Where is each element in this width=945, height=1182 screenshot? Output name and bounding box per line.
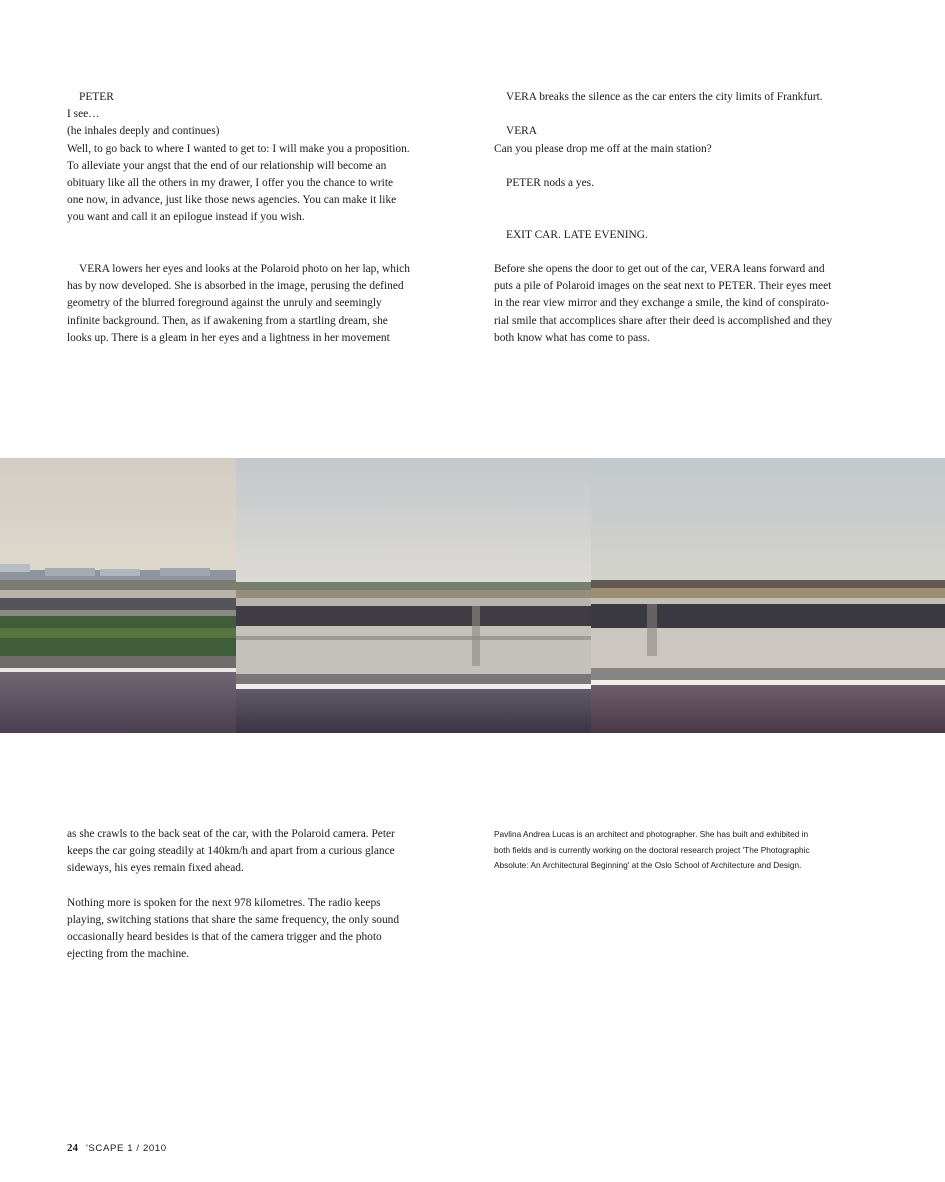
- action-line: infinite background. Then, as if awakening from a startling dream, she: [67, 314, 388, 327]
- highway-photo-2: [236, 458, 591, 733]
- action-line: Before she opens the door to get out of the car, VERA leans forward and: [494, 262, 825, 275]
- action-line: geometry of the blurred foreground against the unruly and seemingly: [67, 297, 382, 310]
- highway-photo-1: [0, 458, 236, 733]
- left-column-bottom: [67, 826, 439, 964]
- parenthetical: (he inhales deeply and continues): [67, 125, 220, 138]
- action-line: both know what has come to pass.: [494, 331, 650, 344]
- dialogue-line: one now, in advance, just like those news agencies. You can make it like: [67, 194, 397, 207]
- dialogue-line: I see…: [67, 108, 100, 121]
- action-line: as she crawls to the back seat of the car, with the Polaroid camera. Peter: [67, 828, 395, 840]
- dialogue-line: Well, to go back to where I wanted to get to: I will make you a proposition.: [67, 142, 410, 155]
- polaroid-photo-strip: [0, 458, 945, 733]
- dialogue-line: Can you please drop me off at the main station?: [494, 142, 712, 155]
- author-bio: [494, 827, 864, 874]
- action-line: keeps the car going steadily at 140km/h and apart from a curious glance: [67, 845, 395, 858]
- action-line: VERA breaks the silence as the car enters the city limits of Frankfurt.: [506, 91, 823, 103]
- page-number: 24: [67, 1142, 78, 1154]
- scene-heading: EXIT CAR. LATE EVENING.: [506, 228, 648, 241]
- dialogue-line: obituary like all the others in my drawer, I offer you the chance to write: [67, 177, 394, 190]
- action-line: looks up. There is a gleam in her eyes and a lightness in her movement: [67, 331, 390, 344]
- dialogue-line: To alleviate your angst that the end of our relationship will become an: [67, 159, 387, 172]
- action-line: VERA lowers her eyes and looks at the Polaroid photo on her lap, which: [79, 263, 410, 276]
- action-line: has by now developed. She is absorbed in the image, perusing the defined: [67, 280, 404, 293]
- page-footer: [67, 1142, 167, 1154]
- action-line: rial smile that accomplices share after their deed is accomplished and they: [494, 314, 833, 327]
- highway-photo-3: [591, 458, 945, 733]
- bio-line: Pavlina Andrea Lucas is an architect and photographer. She has built and exhibited in: [494, 829, 809, 839]
- action-line: puts a pile of Polaroid images on the seat next to PETER. Their eyes meet: [494, 280, 832, 293]
- action-line: PETER nods a yes.: [506, 176, 594, 189]
- right-column-top: [494, 89, 879, 347]
- action-line: Nothing more is spoken for the next 978 kilometres. The radio keeps: [67, 896, 381, 909]
- character-name-peter: PETER: [79, 91, 114, 103]
- left-column-top: [67, 89, 447, 347]
- action-line: sideways, his eyes remain fixed ahead.: [67, 862, 244, 875]
- dialogue-line: you want and call it an epilogue instead if you wish.: [67, 211, 305, 224]
- action-line: occasionally heard besides is that of the camera trigger and the photo: [67, 931, 382, 944]
- bio-line: Absolute: An Architectural Beginning' at the Oslo School of Architecture and Design.: [494, 860, 802, 870]
- character-name-vera: VERA: [506, 125, 538, 138]
- action-line: ejecting from the machine.: [67, 948, 190, 961]
- action-line: in the rear view mirror and they exchange a smile, the kind of conspirato-: [494, 297, 830, 310]
- journal-issue: 'SCAPE 1 / 2010: [86, 1143, 167, 1154]
- action-line: playing, switching stations that share the same frequency, the only sound: [67, 914, 400, 926]
- bio-line: both fields and is currently working on the doctoral research project 'The Photographic: [494, 844, 810, 855]
